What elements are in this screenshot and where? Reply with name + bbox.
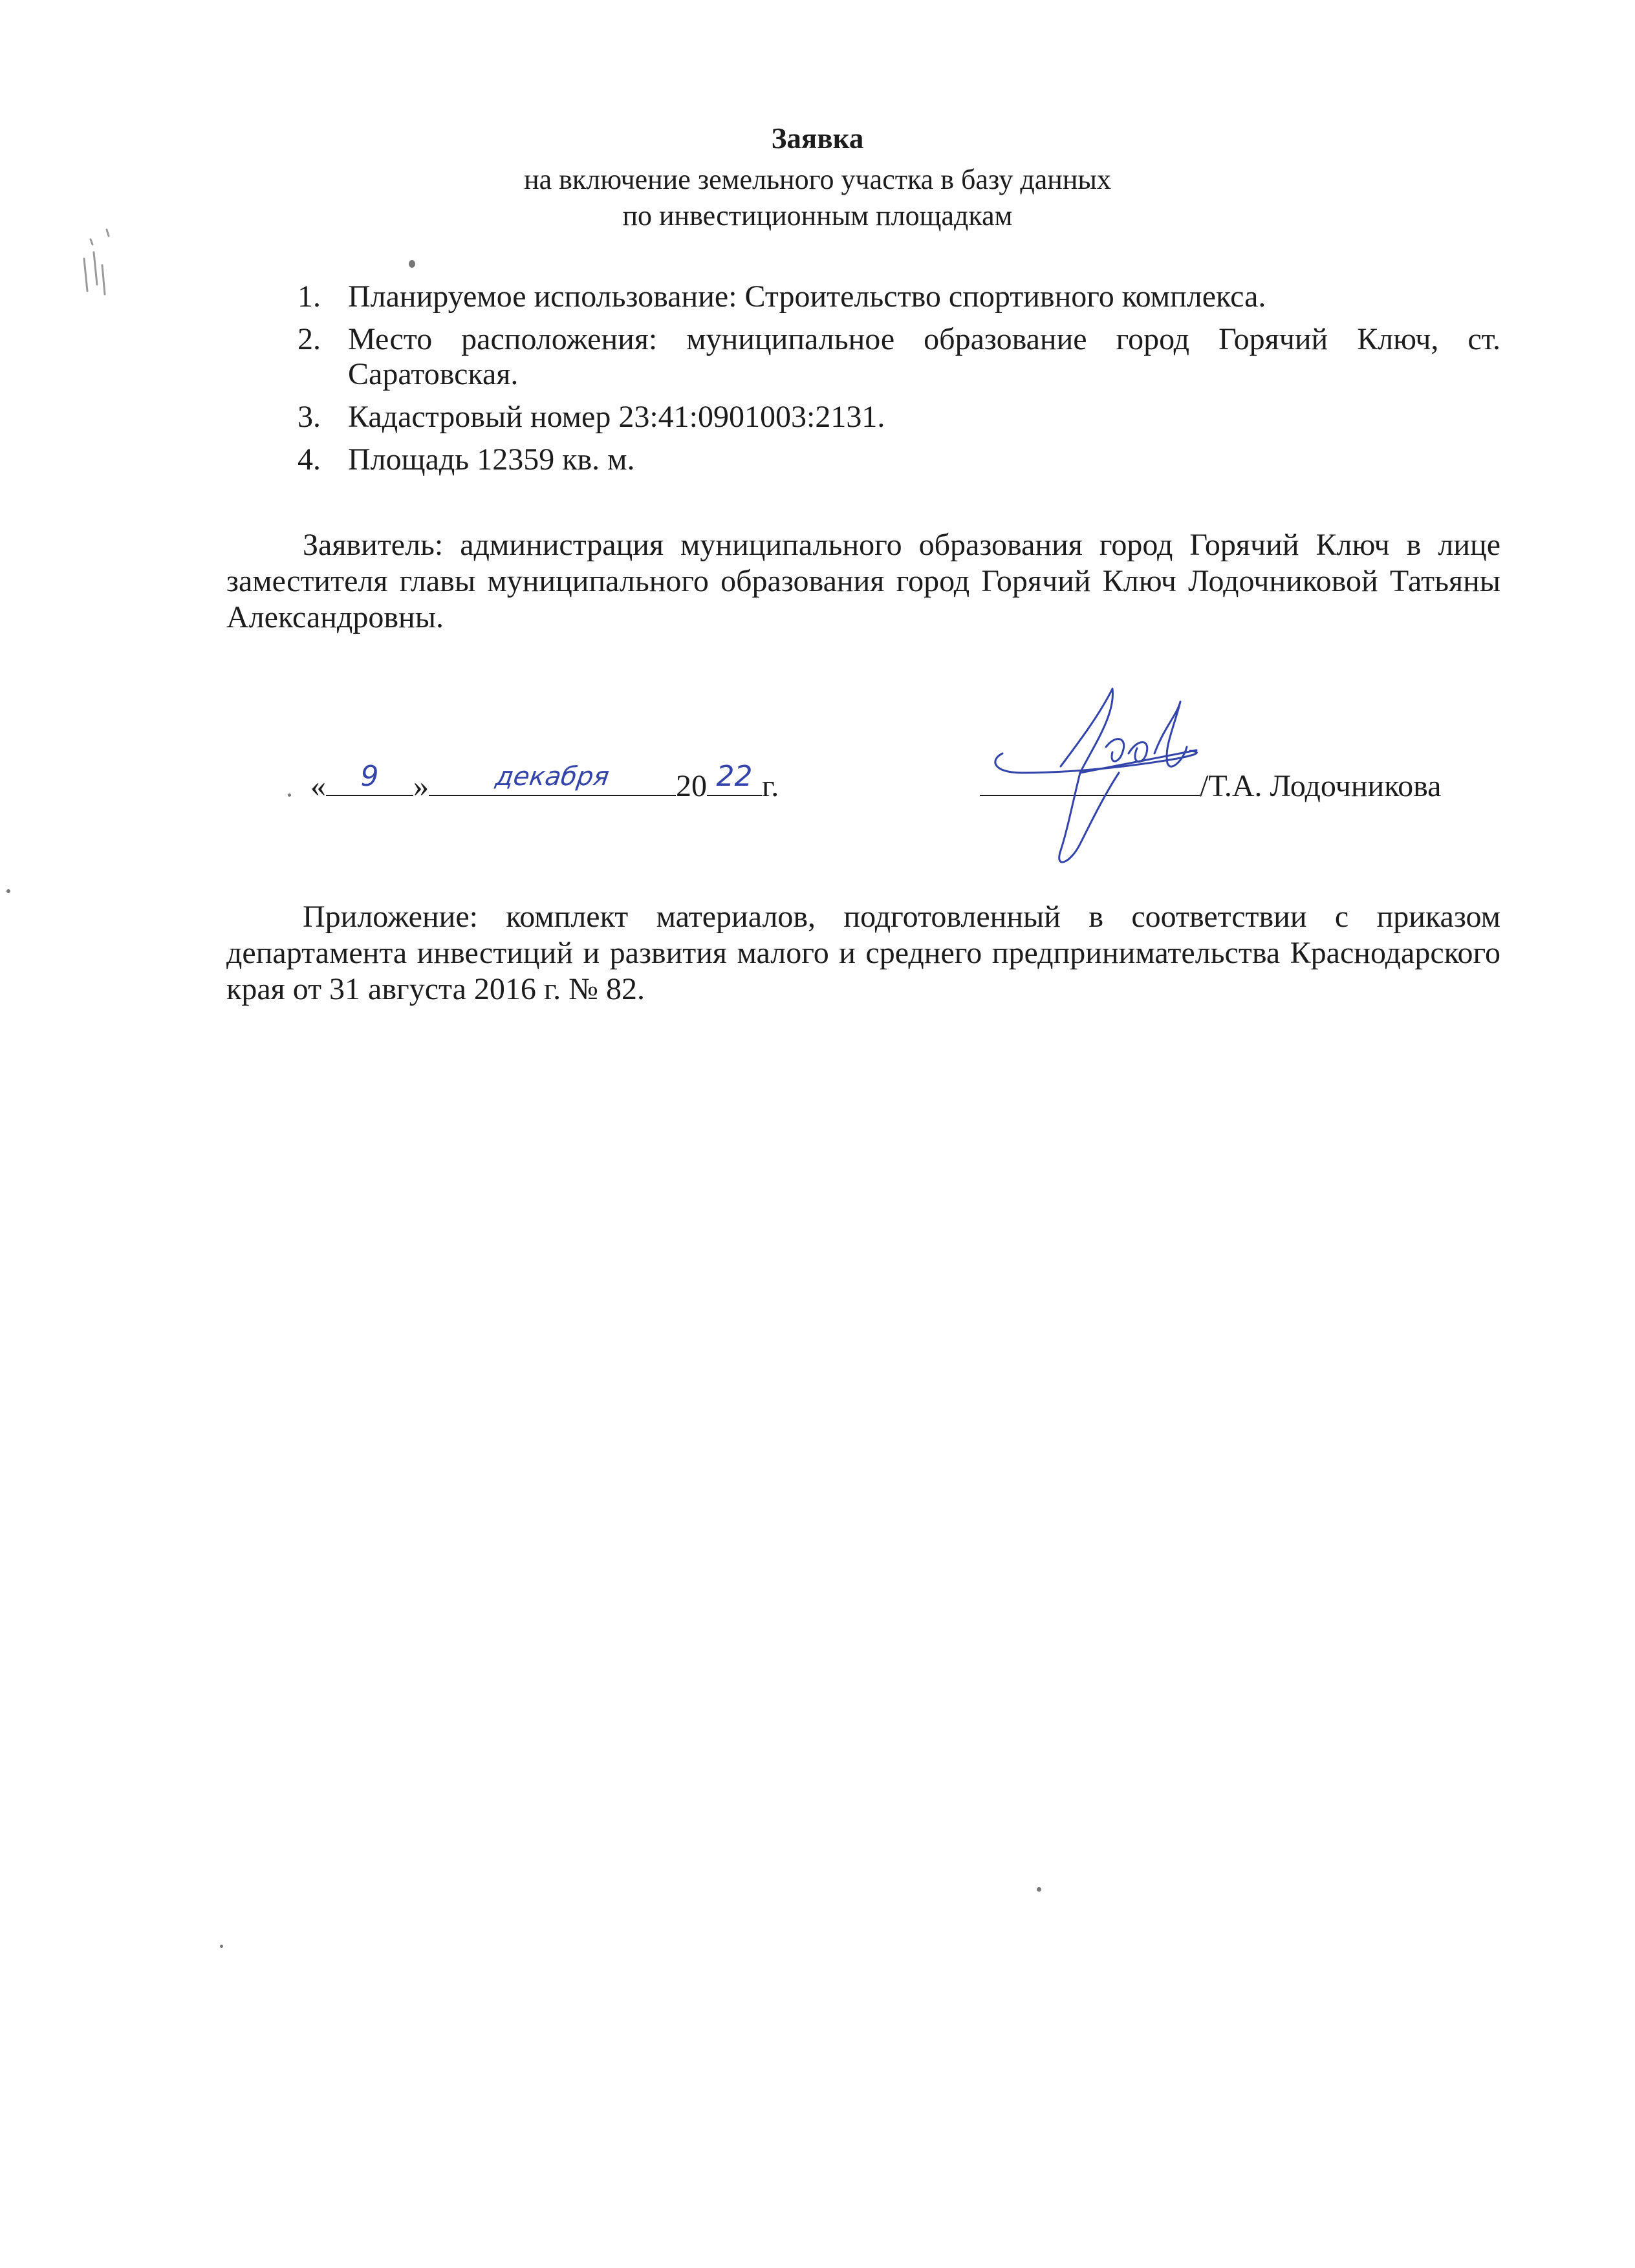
list-item-number: 4.	[298, 442, 321, 477]
subtitle-line-2: по инвестиционным площадкам	[622, 200, 1013, 232]
handwritten-signature	[983, 676, 1242, 889]
signatory-name: /Т.А. Лодочникова	[1200, 769, 1442, 803]
date-year-prefix: 20	[676, 769, 707, 803]
date-year-suffix: г.	[762, 769, 779, 803]
attachment-paragraph	[226, 899, 1500, 1008]
list-item-number: 1.	[298, 279, 321, 314]
date-open-quote: «	[310, 769, 326, 803]
date-day-handwritten: 9	[360, 760, 379, 793]
list-item	[298, 442, 1500, 477]
list-item-number: 3.	[298, 400, 321, 434]
list-item-text: Место расположения: муниципальное образование город Горячий Ключ, ст. Саратовская.	[348, 322, 1500, 391]
document-title: Заявка	[771, 122, 864, 155]
list-item	[298, 322, 1500, 392]
scan-speck	[409, 260, 415, 268]
scan-speck	[288, 794, 291, 797]
list-item-number: 2.	[298, 322, 321, 356]
details-list	[298, 279, 1500, 485]
scan-speck	[220, 1945, 223, 1948]
document-subtitle	[0, 162, 1635, 234]
date-month-handwritten: декабря	[493, 762, 611, 792]
scan-speck	[6, 889, 10, 893]
attachment-text: Приложение: комплект материалов, подготовленный в соответствии с приказом департамента инвестиций и развития малого и среднего предпринимательства Краснодарского края от 31 августа 2016 г. № 82.	[226, 900, 1500, 1006]
list-item-text: Планируемое использование: Строительство спортивного комплекса.	[348, 279, 1266, 314]
date-close-quote: »	[413, 769, 429, 803]
date-year-handwritten: 22	[716, 760, 753, 793]
applicant-text: Заявитель: администрация муниципального образования город Горячий Ключ в лице заместителя главы муниципального образования город Горячий Ключ Лодочниковой Татьяны Александровны.	[226, 528, 1500, 634]
date-day-blank	[326, 760, 413, 796]
date-month-blank	[429, 762, 676, 796]
date-line	[310, 760, 779, 805]
scan-artifact	[71, 220, 123, 304]
list-item	[298, 279, 1500, 314]
applicant-paragraph	[226, 527, 1500, 636]
subtitle-line-1: на включение земельного участка в базу данных	[524, 164, 1111, 195]
list-item	[298, 400, 1500, 435]
list-item-text: Площадь 12359 кв. м.	[348, 442, 635, 477]
date-year-blank	[707, 760, 762, 796]
list-item-text: Кадастровый номер 23:41:0901003:2131.	[348, 400, 885, 434]
scan-speck	[1037, 1887, 1041, 1892]
